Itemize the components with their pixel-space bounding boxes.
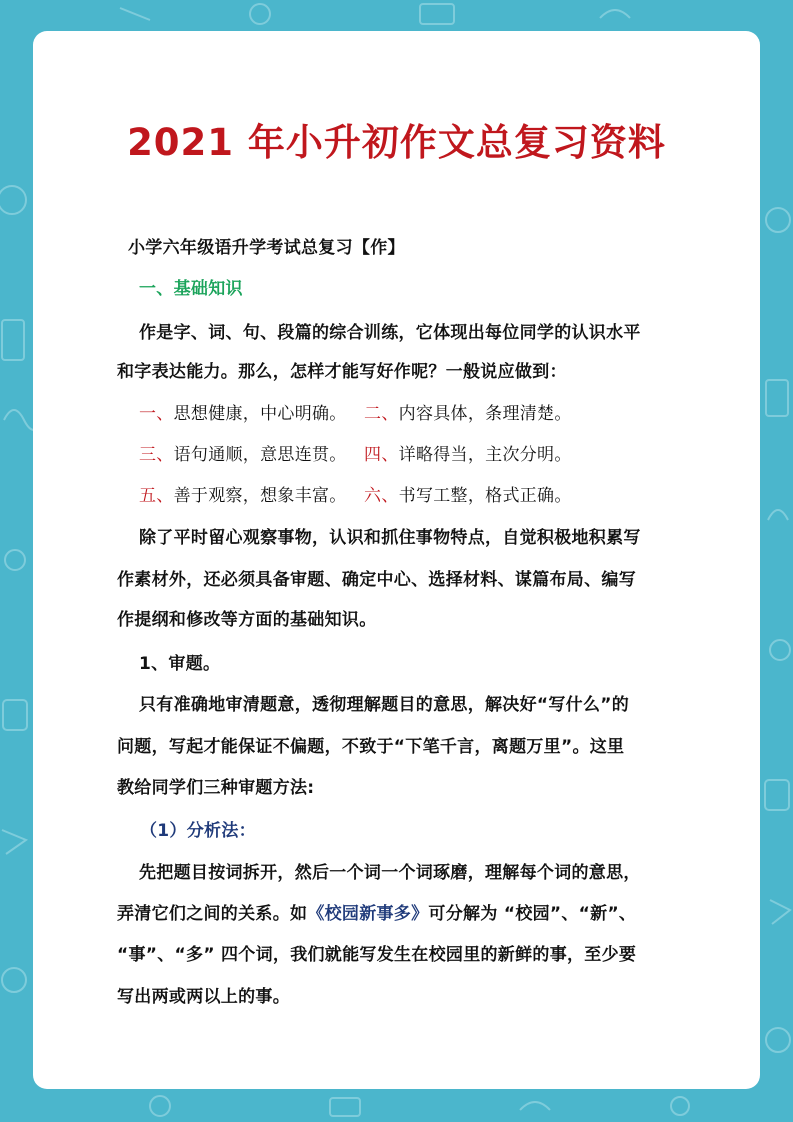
paragraph-2-line-1: 除了平时留心观察事物，认识和抓住事物特点，自觉积极地积累写 bbox=[139, 528, 641, 548]
subsection-heading-topic-review: 1、审题。 bbox=[139, 654, 221, 674]
requirements-row-3 bbox=[139, 481, 572, 506]
paragraph-3-line-2: 问题，写起才能保证不偏题，不致于“下笔千言，离题万里”。这里 bbox=[117, 737, 625, 757]
requirement-number: 四、 bbox=[364, 445, 399, 465]
paragraph-4-line-2 bbox=[117, 899, 636, 924]
requirement-text: 语句通顺，意思连贯。 bbox=[173, 445, 347, 465]
requirement-text: 书写工整，格式正确。 bbox=[398, 486, 572, 506]
paragraph-2-line-3: 作提纲和修改等方面的基础知识。 bbox=[117, 610, 377, 630]
paragraph-4-text: 可分解为 “校园”、“新”、 bbox=[428, 904, 637, 924]
document-page bbox=[33, 31, 760, 1089]
document-title: 2021 年小升初作文总复习资料 bbox=[127, 121, 666, 164]
requirement-text: 善于观察，想象丰富。 bbox=[173, 486, 347, 506]
requirement-text: 思想健康，中心明确。 bbox=[173, 404, 347, 424]
requirements-row-2 bbox=[139, 440, 572, 465]
method-heading-analysis: （1）分析法： bbox=[140, 821, 256, 841]
requirement-text: 内容具体，条理清楚。 bbox=[398, 404, 572, 424]
paragraph-4-line-3: “事”、“多” 四个词，我们就能写发生在校园里的新鲜的事，至少要 bbox=[117, 945, 637, 965]
requirement-number: 六、 bbox=[364, 486, 399, 506]
paragraph-4-line-1: 先把题目按词拆开，然后一个词一个词琢磨，理解每个词的意思， bbox=[139, 863, 641, 883]
paragraph-4-line-4: 写出两或两以上的事。 bbox=[117, 987, 290, 1007]
subtitle: 小学六年级语升学考试总复习【作】 bbox=[128, 238, 405, 258]
requirement-number: 三、 bbox=[139, 445, 174, 465]
intro-line-1: 作是字、词、句、段篇的综合训练，它体现出每位同学的认识水平 bbox=[139, 323, 641, 343]
paragraph-3-line-1: 只有准确地审清题意，透彻理解题目的意思，解决好“写什么”的 bbox=[139, 695, 630, 715]
requirement-number: 五、 bbox=[139, 486, 174, 506]
requirements-row-1 bbox=[139, 399, 572, 424]
requirement-number: 二、 bbox=[364, 404, 399, 424]
paragraph-4-text: 弄清它们之间的关系。如 bbox=[117, 904, 308, 924]
paragraph-2-line-2: 作素材外，还必须具备审题、确定中心、选择材料、谋篇布局、编写 bbox=[117, 570, 636, 590]
example-title: 《校园新事多》 bbox=[307, 904, 429, 924]
intro-line-2: 和字表达能力。那么，怎样才能写好作呢？一般说应做到： bbox=[117, 362, 567, 382]
section-heading-basics: 一、基础知识 bbox=[139, 279, 243, 299]
paragraph-3-line-3: 教给同学们三种审题方法: bbox=[117, 778, 315, 798]
requirement-text: 详略得当，主次分明。 bbox=[398, 445, 572, 465]
requirement-number: 一、 bbox=[139, 404, 174, 424]
